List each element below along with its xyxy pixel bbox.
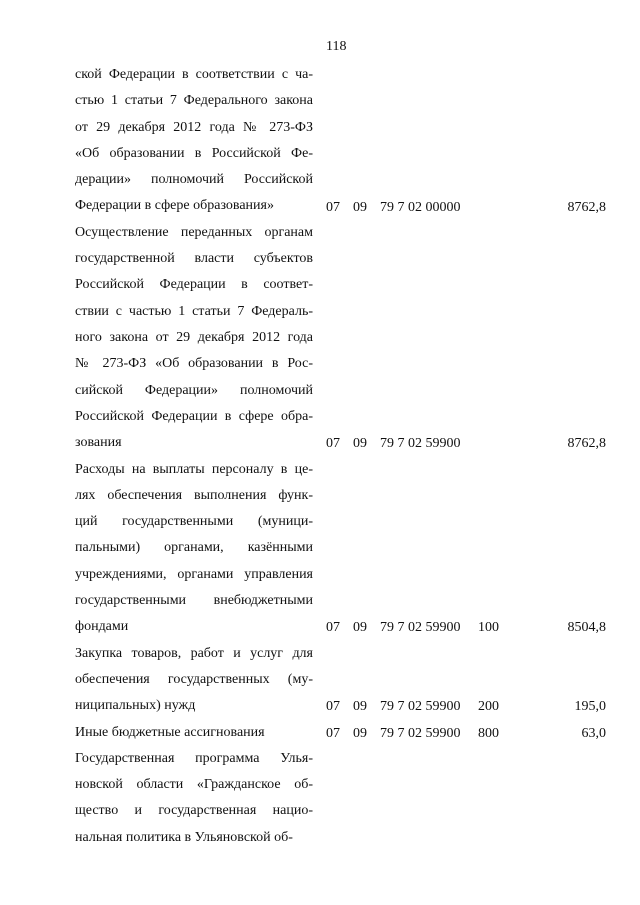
row-description (75, 746, 313, 851)
description-line: дерации» полномочий Российской (75, 172, 313, 188)
description-line: ного закона от 29 декабря 2012 года (75, 329, 313, 345)
description-line: Иные бюджетные ассигнования (75, 724, 265, 740)
description-line: стью 1 статьи 7 Федерального закона (75, 93, 313, 109)
row-description (75, 62, 313, 220)
description-line: «Об образовании в Российской Фе- (75, 145, 313, 161)
amount: 8762,8 (567, 436, 606, 452)
description-line: № 273-ФЗ «Об образовании в Рос- (75, 356, 313, 372)
description-line: пальными) органами, казёнными (75, 540, 313, 556)
amount: 8762,8 (567, 199, 606, 215)
section-code: 07 (326, 199, 340, 215)
page-number: 118 (326, 39, 347, 54)
description-line: Российской Федерации в сфере обра- (75, 408, 313, 424)
section-code: 07 (326, 436, 340, 452)
description-line: государственными внебюджетными (75, 592, 313, 608)
section-code: 07 (326, 620, 340, 636)
target-article-code: 79 7 02 59900 (380, 436, 461, 452)
subsection-code: 09 (353, 199, 367, 215)
description-line: учреждениями, органами управления (75, 566, 313, 582)
description-line: Государственная программа Улья- (75, 750, 313, 766)
description-line: Расходы на выплаты персоналу в це- (75, 461, 313, 477)
description-line: Федерации в сфере образования» (75, 198, 274, 214)
description-line: обеспечения государственных (му- (75, 671, 313, 687)
amount: 8504,8 (567, 620, 606, 636)
subsection-code: 09 (353, 436, 367, 452)
target-article-code: 79 7 02 59900 (380, 620, 461, 636)
row-values (0, 434, 640, 454)
description-line: щество и государственная нацио- (75, 803, 313, 819)
target-article-code: 79 7 02 59900 (380, 699, 461, 715)
expense-type-code: 200 (478, 699, 499, 715)
expense-type-code: 800 (478, 725, 499, 741)
description-line: Закупка товаров, работ и услуг для (75, 645, 313, 661)
subsection-code: 09 (353, 725, 367, 741)
target-article-code: 79 7 02 59900 (380, 725, 461, 741)
row-values (0, 697, 640, 717)
description-line: новской области «Гражданское об- (75, 777, 313, 793)
description-line: ций государственными (муници- (75, 514, 313, 530)
section-code: 07 (326, 699, 340, 715)
description-line: от 29 декабря 2012 года № 273-ФЗ (75, 119, 313, 135)
description-line: лях обеспечения выполнения функ- (75, 487, 313, 503)
description-line: зования (75, 435, 122, 451)
subsection-code: 09 (353, 699, 367, 715)
expense-type-code: 100 (478, 620, 499, 636)
description-line: нальная политика в Ульяновской об- (75, 829, 293, 845)
row-values (0, 198, 640, 218)
subsection-code: 09 (353, 620, 367, 636)
row-description (75, 220, 313, 457)
description-line: фондами (75, 619, 129, 635)
description-line: Осуществление переданных органам (75, 224, 313, 240)
row-description (75, 457, 313, 641)
row-values (0, 724, 640, 744)
description-line: Российской Федерации в соответ- (75, 277, 313, 293)
description-line: государственной власти субъектов (75, 251, 313, 267)
description-line: сийской Федерации» полномочий (75, 382, 313, 398)
section-code: 07 (326, 725, 340, 741)
target-article-code: 79 7 02 00000 (380, 199, 461, 215)
amount: 195,0 (574, 699, 606, 715)
row-values (0, 618, 640, 638)
description-line: ниципальных) нужд (75, 698, 196, 714)
description-line: ствии с частью 1 статьи 7 Федераль- (75, 303, 313, 319)
amount: 63,0 (581, 725, 606, 741)
description-line: ской Федерации в соответствии с ча- (75, 67, 313, 82)
